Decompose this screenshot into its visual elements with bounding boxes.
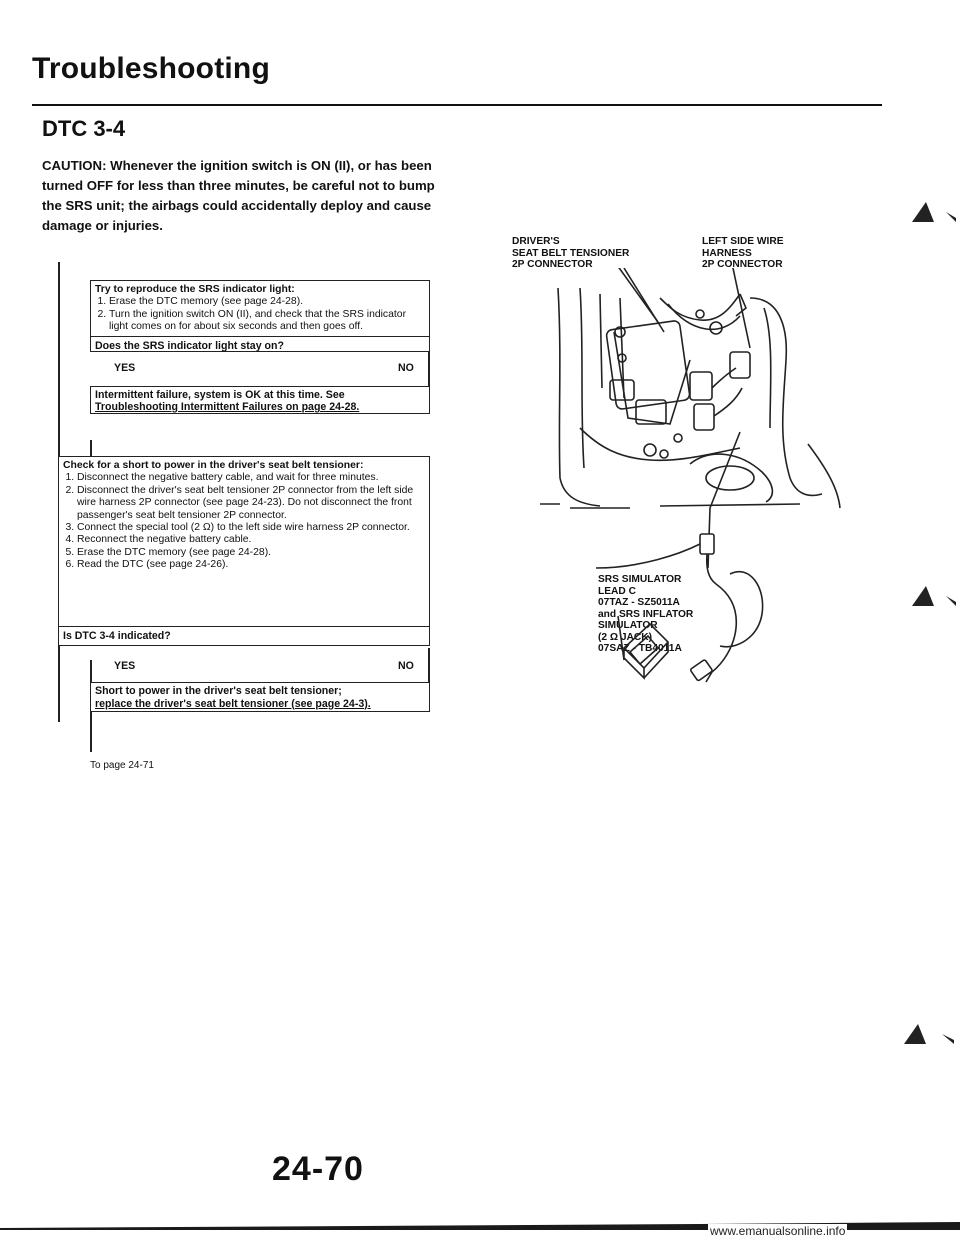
step-item: 6. Read the DTC (see page 24-26). <box>77 559 425 571</box>
page-number: 24-70 <box>272 1150 364 1188</box>
flow-connector <box>90 440 92 456</box>
step-box-1 <box>90 280 430 352</box>
flow-connector-no2 <box>428 648 430 682</box>
step-question: Is DTC 3-4 indicated? <box>59 626 429 645</box>
step-item: 1. Erase the DTC memory (see page 24-28). <box>109 296 425 308</box>
result-box-1 <box>90 386 430 414</box>
no-label: NO <box>398 660 414 672</box>
label-left-side-harness-connector: LEFT SIDE WIRE HARNESS 2P CONNECTOR <box>702 236 784 270</box>
flow-connector-no1 <box>428 352 430 386</box>
result-box-2 <box>90 682 430 712</box>
no-label: NO <box>398 362 414 374</box>
step-heading: Try to reproduce the SRS indicator light: <box>95 284 295 295</box>
margin-mark-icon <box>904 1022 960 1048</box>
yes-label: YES <box>114 362 136 374</box>
result-line: Intermittent failure, system is OK at this time. See <box>95 389 345 401</box>
continue-note: To page 24-71 <box>90 760 154 771</box>
header-rule <box>32 104 882 106</box>
seat-belt-tensioner-illustration <box>540 268 860 708</box>
margin-mark-icon <box>912 584 960 610</box>
step-item: 1. Disconnect the negative battery cable, and wait for three minutes. <box>77 472 425 484</box>
yes-label: YES <box>114 660 136 672</box>
section-title: DTC 3-4 <box>42 116 126 141</box>
step-heading: Check for a short to power in the driver's seat belt tensioner: <box>63 460 364 471</box>
result-line: Short to power in the driver's seat belt tensioner; <box>95 685 342 697</box>
result-line: replace the driver's seat belt tensioner (see page 24-3). <box>95 697 371 710</box>
step-item: 3. Connect the special tool (2 Ω) to the left side wire harness 2P connector. <box>77 522 425 534</box>
caution-text: CAUTION: Whenever the ignition switch is ON (II), or has been turned OFF for less than three minutes, be careful not to bump the SRS unit; the airbags could accidentally deploy and cause damage or injuries. <box>42 158 435 233</box>
result-line: Troubleshooting Intermittent Failures on page 24-28. <box>95 401 360 413</box>
margin-mark-icon <box>912 200 960 226</box>
step-item: 4. Reconnect the negative battery cable. <box>77 534 425 546</box>
step-item: 2. Turn the ignition switch ON (II), and check that the SRS indicator light comes on for about six seconds and then goes off. <box>109 309 425 334</box>
step-box-2 <box>58 456 430 646</box>
step-item: 5. Erase the DTC memory (see page 24-28). <box>77 547 425 559</box>
label-srs-simulator: SRS SIMULATOR LEAD C 07TAZ - SZ5011A and SRS INFLATOR SIMULATOR (2 Ω JACK) 07SAZ - TB4011A <box>598 574 694 654</box>
footer-url[interactable]: www.emanualsonline.info <box>710 1224 846 1238</box>
label-drivers-tensioner-connector: DRIVER'S SEAT BELT TENSIONER 2P CONNECTOR <box>512 236 630 270</box>
step-question: Does the SRS indicator light stay on? <box>91 336 429 355</box>
page-title: Troubleshooting <box>32 52 270 85</box>
step-item: 2. Disconnect the driver's seat belt tensioner 2P connector from the left side wire harness 2P connector (see page 24-23). Do not disconnect the front passenger's seat belt tensioner 2P connector. <box>77 485 425 522</box>
